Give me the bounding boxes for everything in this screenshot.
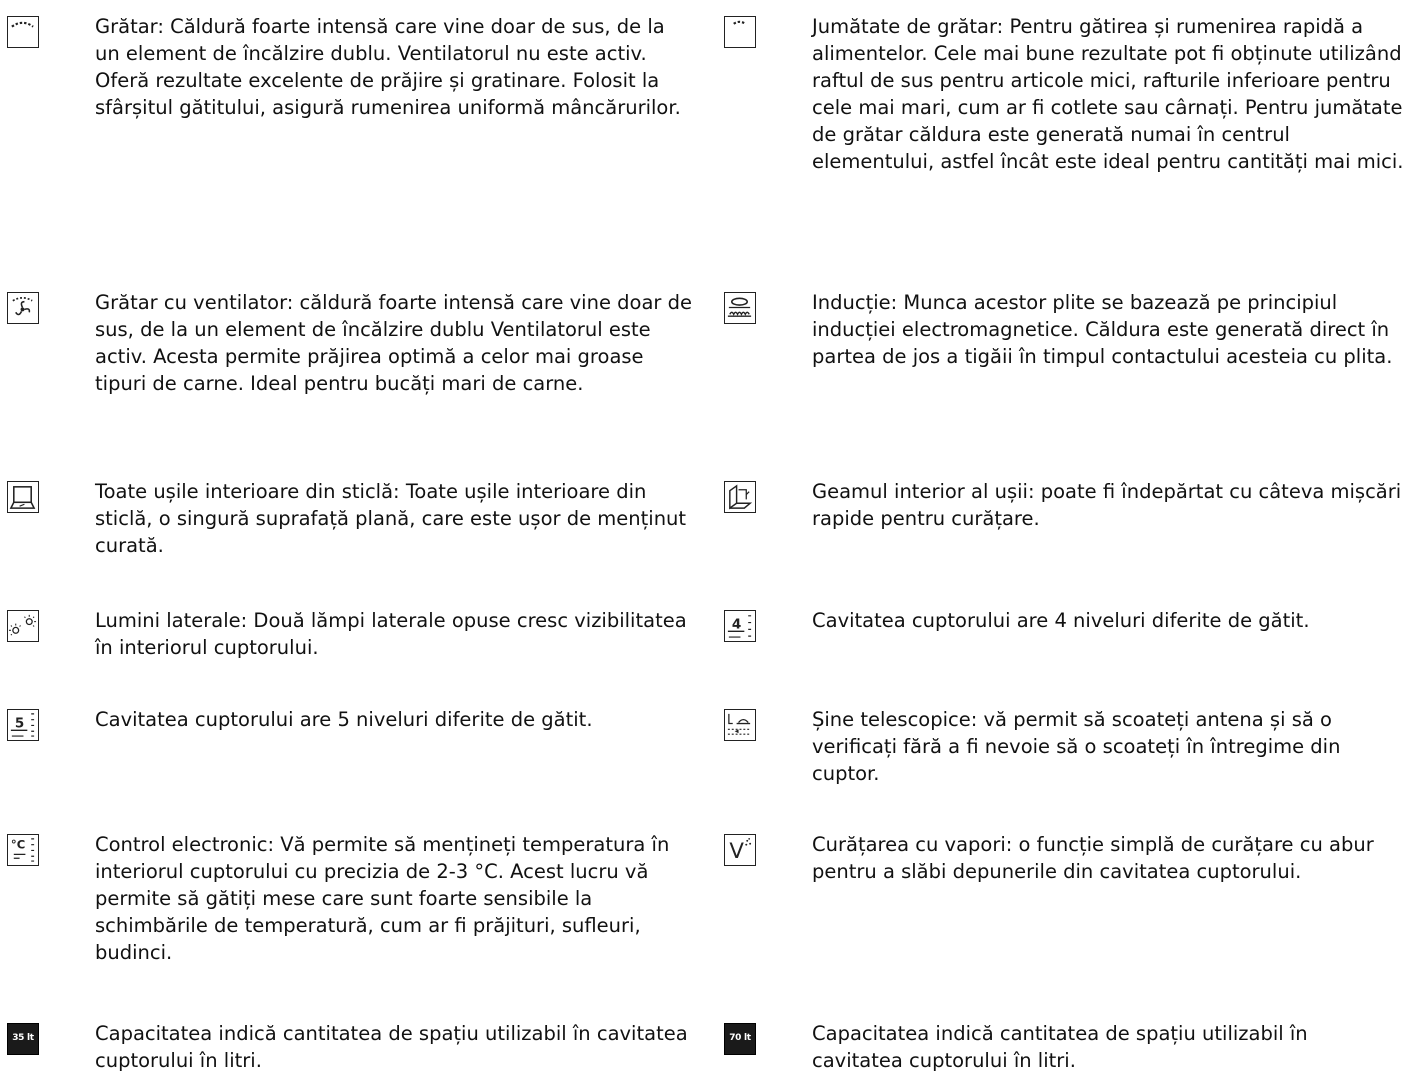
capacity-35-icon — [7, 1023, 39, 1055]
feature-text: Inducție: Munca acestor plite se bazează pe principiul inducției electromagnetice. Căldura este generată direct în partea de jos a tigăii în timpul contactului acesteia cu plita. — [812, 291, 1393, 368]
steam-letter: V — [729, 839, 744, 864]
glass-door-icon — [7, 481, 39, 513]
steam-cleaning-icon — [724, 834, 756, 866]
feature-text: Grătar cu ventilator: căldură foarte intensă care vine doar de sus, de la un element de încălzire dublu Ventilatorul este activ. Acesta permite prăjirea optimă a celor mai groase tipuri de carne. Ideal pentru bucăți mari de carne. — [95, 291, 693, 395]
feature-text: Cavitatea cuptorului are 5 niveluri diferite de gătit. — [95, 708, 593, 731]
capacity-70-icon — [724, 1023, 756, 1055]
feature-text: Grătar: Căldură foarte intensă care vine doar de sus, de la un element de încălzire dublu. Ventilatorul nu este activ. Oferă rezultate excelente de prăjire și gratinare. Folosit la sfârșitul gătitului, asigură rumenirea uniformă mâncărurilor. — [95, 15, 681, 119]
grill-icon — [7, 16, 39, 48]
half-grill-icon — [724, 16, 756, 48]
feature-text: Șine telescopice: vă permit să scoateți antena și să o verificați fără a fi nevoie să o scoateți în întregime din cuptor. — [812, 708, 1341, 785]
level-number: 5 — [14, 715, 25, 732]
temperature-label: °C — [10, 837, 26, 852]
feature-text: Cavitatea cuptorului are 4 niveluri diferite de gătit. — [812, 609, 1310, 632]
feature-text: Geamul interior al ușii: poate fi îndepărtat cu câteva mișcări rapide pentru curățare. — [812, 480, 1402, 530]
capacity-badge: 35 lt — [12, 1033, 34, 1043]
feature-text: Jumătate de grătar: Pentru gătirea și rumenirea rapidă a alimentelor. Cele mai bune rezultate pot fi obținute utilizând raftul de sus pentru articole mici, rafturile inferioare pentru cele mai mari, cum ar fi cotlete sau cârnați. Pentru jumătate de grătar căldura este generată numai în centrul elementului, astfel încât este ideal pentru cantități mai mici. — [812, 15, 1404, 173]
feature-text: Curățarea cu vapori: o funcție simplă de curățare cu abur pentru a slăbi depunerile din cavitatea cuptorului. — [812, 833, 1374, 883]
side-lights-icon — [7, 610, 39, 642]
four-levels-icon — [724, 610, 756, 642]
feature-text: Toate ușile interioare din sticlă: Toate ușile interioare din sticlă, o singură suprafață plană, care este ușor de menținut curată. — [95, 480, 687, 557]
feature-text: Capacitatea indică cantitatea de spațiu utilizabil în cavitatea cuptorului în litri. — [95, 1022, 688, 1072]
induction-icon — [724, 292, 756, 324]
removable-glass-icon — [724, 481, 756, 513]
feature-text: Lumini laterale: Două lămpi laterale opuse cresc vizibilitatea în interiorul cuptorului. — [95, 609, 687, 659]
fan-grill-icon — [7, 292, 39, 324]
telescopic-rails-icon — [724, 709, 756, 741]
electronic-control-icon — [7, 834, 39, 866]
feature-text: Capacitatea indică cantitatea de spațiu utilizabil în cavitatea cuptorului în litri. — [812, 1022, 1308, 1072]
level-number: 4 — [731, 616, 742, 633]
feature-text: Control electronic: Vă permite să mențineți temperatura în interiorul cuptorului cu precizia de 2-3 °C. Acest lucru vă permite să gătiți mese care sunt foarte sensibile la schimbările de temperatură, cum ar fi prăjituri, sufleuri, budinci. — [95, 833, 670, 964]
five-levels-icon — [7, 709, 39, 741]
capacity-badge: 70 lt — [729, 1033, 751, 1043]
